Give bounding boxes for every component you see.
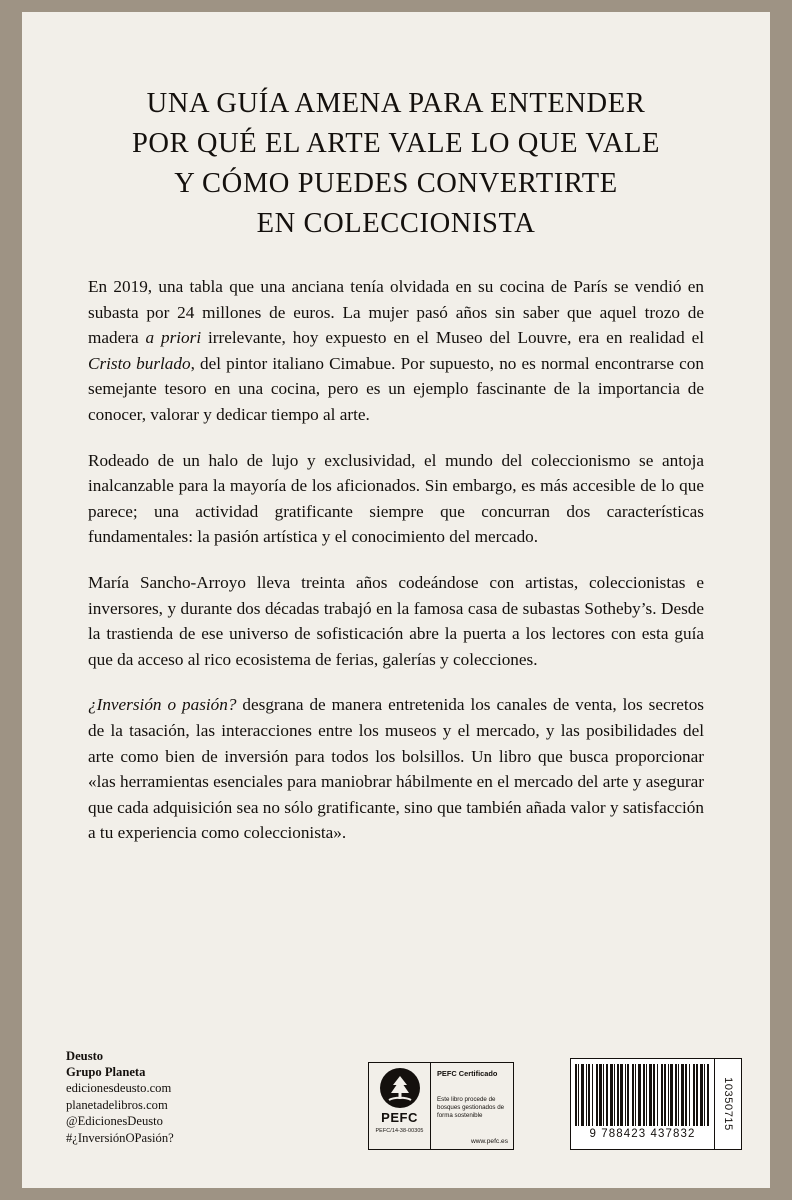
- pefc-url: www.pefc.es: [470, 1137, 508, 1145]
- book-hashtag: #¿InversiónOPasión?: [66, 1130, 174, 1145]
- headline-line-2: POR QUÉ EL ARTE VALE LO QUE VALE: [131, 128, 661, 159]
- blurb-paragraph: ¿Inversión o pasión? desgrana de manera entretenida los canales de venta, los secretos de la tasación, las interacciones entre los museos y el mercado, y las posibilidades del arte como bien de inversión para todos los bolsillos. Un libro que busca proporcionar «las herramientas esenciales para maniobrar hábilmente en el mercado del arte y asegurar que cada adquisición sea no sólo gratificante, sino que también añada valor y satisfacción a tu experiencia como coleccionista».: [88, 695, 704, 843]
- tree-icon: [380, 1068, 420, 1108]
- pefc-title: PEFC Certificado: [437, 1069, 498, 1078]
- publisher-website: edicionesdeusto.com: [66, 1081, 172, 1096]
- pefc-wordmark: PEFC: [381, 1110, 418, 1125]
- pefc-text-block: [431, 1063, 513, 1149]
- barcode-bars: [575, 1064, 710, 1126]
- barcode-main: [571, 1059, 714, 1149]
- internal-reference-number: 10350715: [722, 1077, 734, 1131]
- blurb-paragraph: En 2019, una tabla que una anciana tenía olvidada en su cocina de París se vendió en subasta por 24 millones de euros. La mujer pasó años sin saber que aquel trozo de madera a priori irrelevante, hoy expuesto en el Museo del Louvre, era en realidad el Cristo burlado, del pintor italiano Cimabue. Por supuesto, no es normal encontrarse con semejante tesoro en una cocina, pero es un ejemplo fascinante de la importancia de conocer, valorar y dedicar tiempo al arte.: [88, 277, 704, 424]
- barcode-side-panel: [714, 1059, 741, 1149]
- blurb-paragraph: María Sancho-Arroyo lleva treinta años codeándose con artistas, coleccionistas e inversores, y durante dos décadas trabajó en la famosa casa de subastas Sotheby’s. Desde la trastienda de ese universo de sofisticación abre la puerta a los lectores con esta guía que da acceso al rico ecosistema de ferias, galerías y colecciones.: [88, 572, 704, 669]
- pefc-certification-logo: [368, 1062, 514, 1150]
- headline-line-4: EN COLECCIONISTA: [256, 208, 536, 239]
- isbn-digits: 9 788423 437832: [589, 1128, 696, 1140]
- headline-line-3: Y CÓMO PUEDES CONVERTIRTE: [174, 168, 618, 199]
- headline-line-1: UNA GUÍA AMENA PARA ENTENDER: [146, 88, 646, 119]
- cover-footer: [22, 1038, 770, 1188]
- page-title: [22, 12, 770, 244]
- back-cover-page: [22, 12, 770, 1188]
- imprint-block: [66, 1048, 174, 1146]
- publisher-social-handle: @EdicionesDeusto: [66, 1114, 163, 1129]
- blurb-paragraph: Rodeado de un halo de lujo y exclusividad, el mundo del coleccionismo se antoja inalcanzable para la mayoría de los aficionados. Sin embargo, es más accesible de lo que parece; una actividad gratificante siempre que concurran dos características fundamentales: la pasión artística y el conocimiento del mercado.: [88, 450, 704, 547]
- blurb-text: [22, 244, 770, 846]
- isbn-barcode: [570, 1058, 742, 1150]
- pefc-description: Este libro procede de bosques gestionados de forma sostenible: [437, 1095, 505, 1120]
- publisher-website-secondary: planetadelibros.com: [66, 1097, 168, 1112]
- publisher-name: Deusto: [66, 1048, 104, 1063]
- pefc-logo-mark: [369, 1063, 431, 1149]
- pefc-code: PEFC/14-38-00305: [375, 1128, 424, 1134]
- publisher-group: Grupo Planeta: [66, 1064, 146, 1079]
